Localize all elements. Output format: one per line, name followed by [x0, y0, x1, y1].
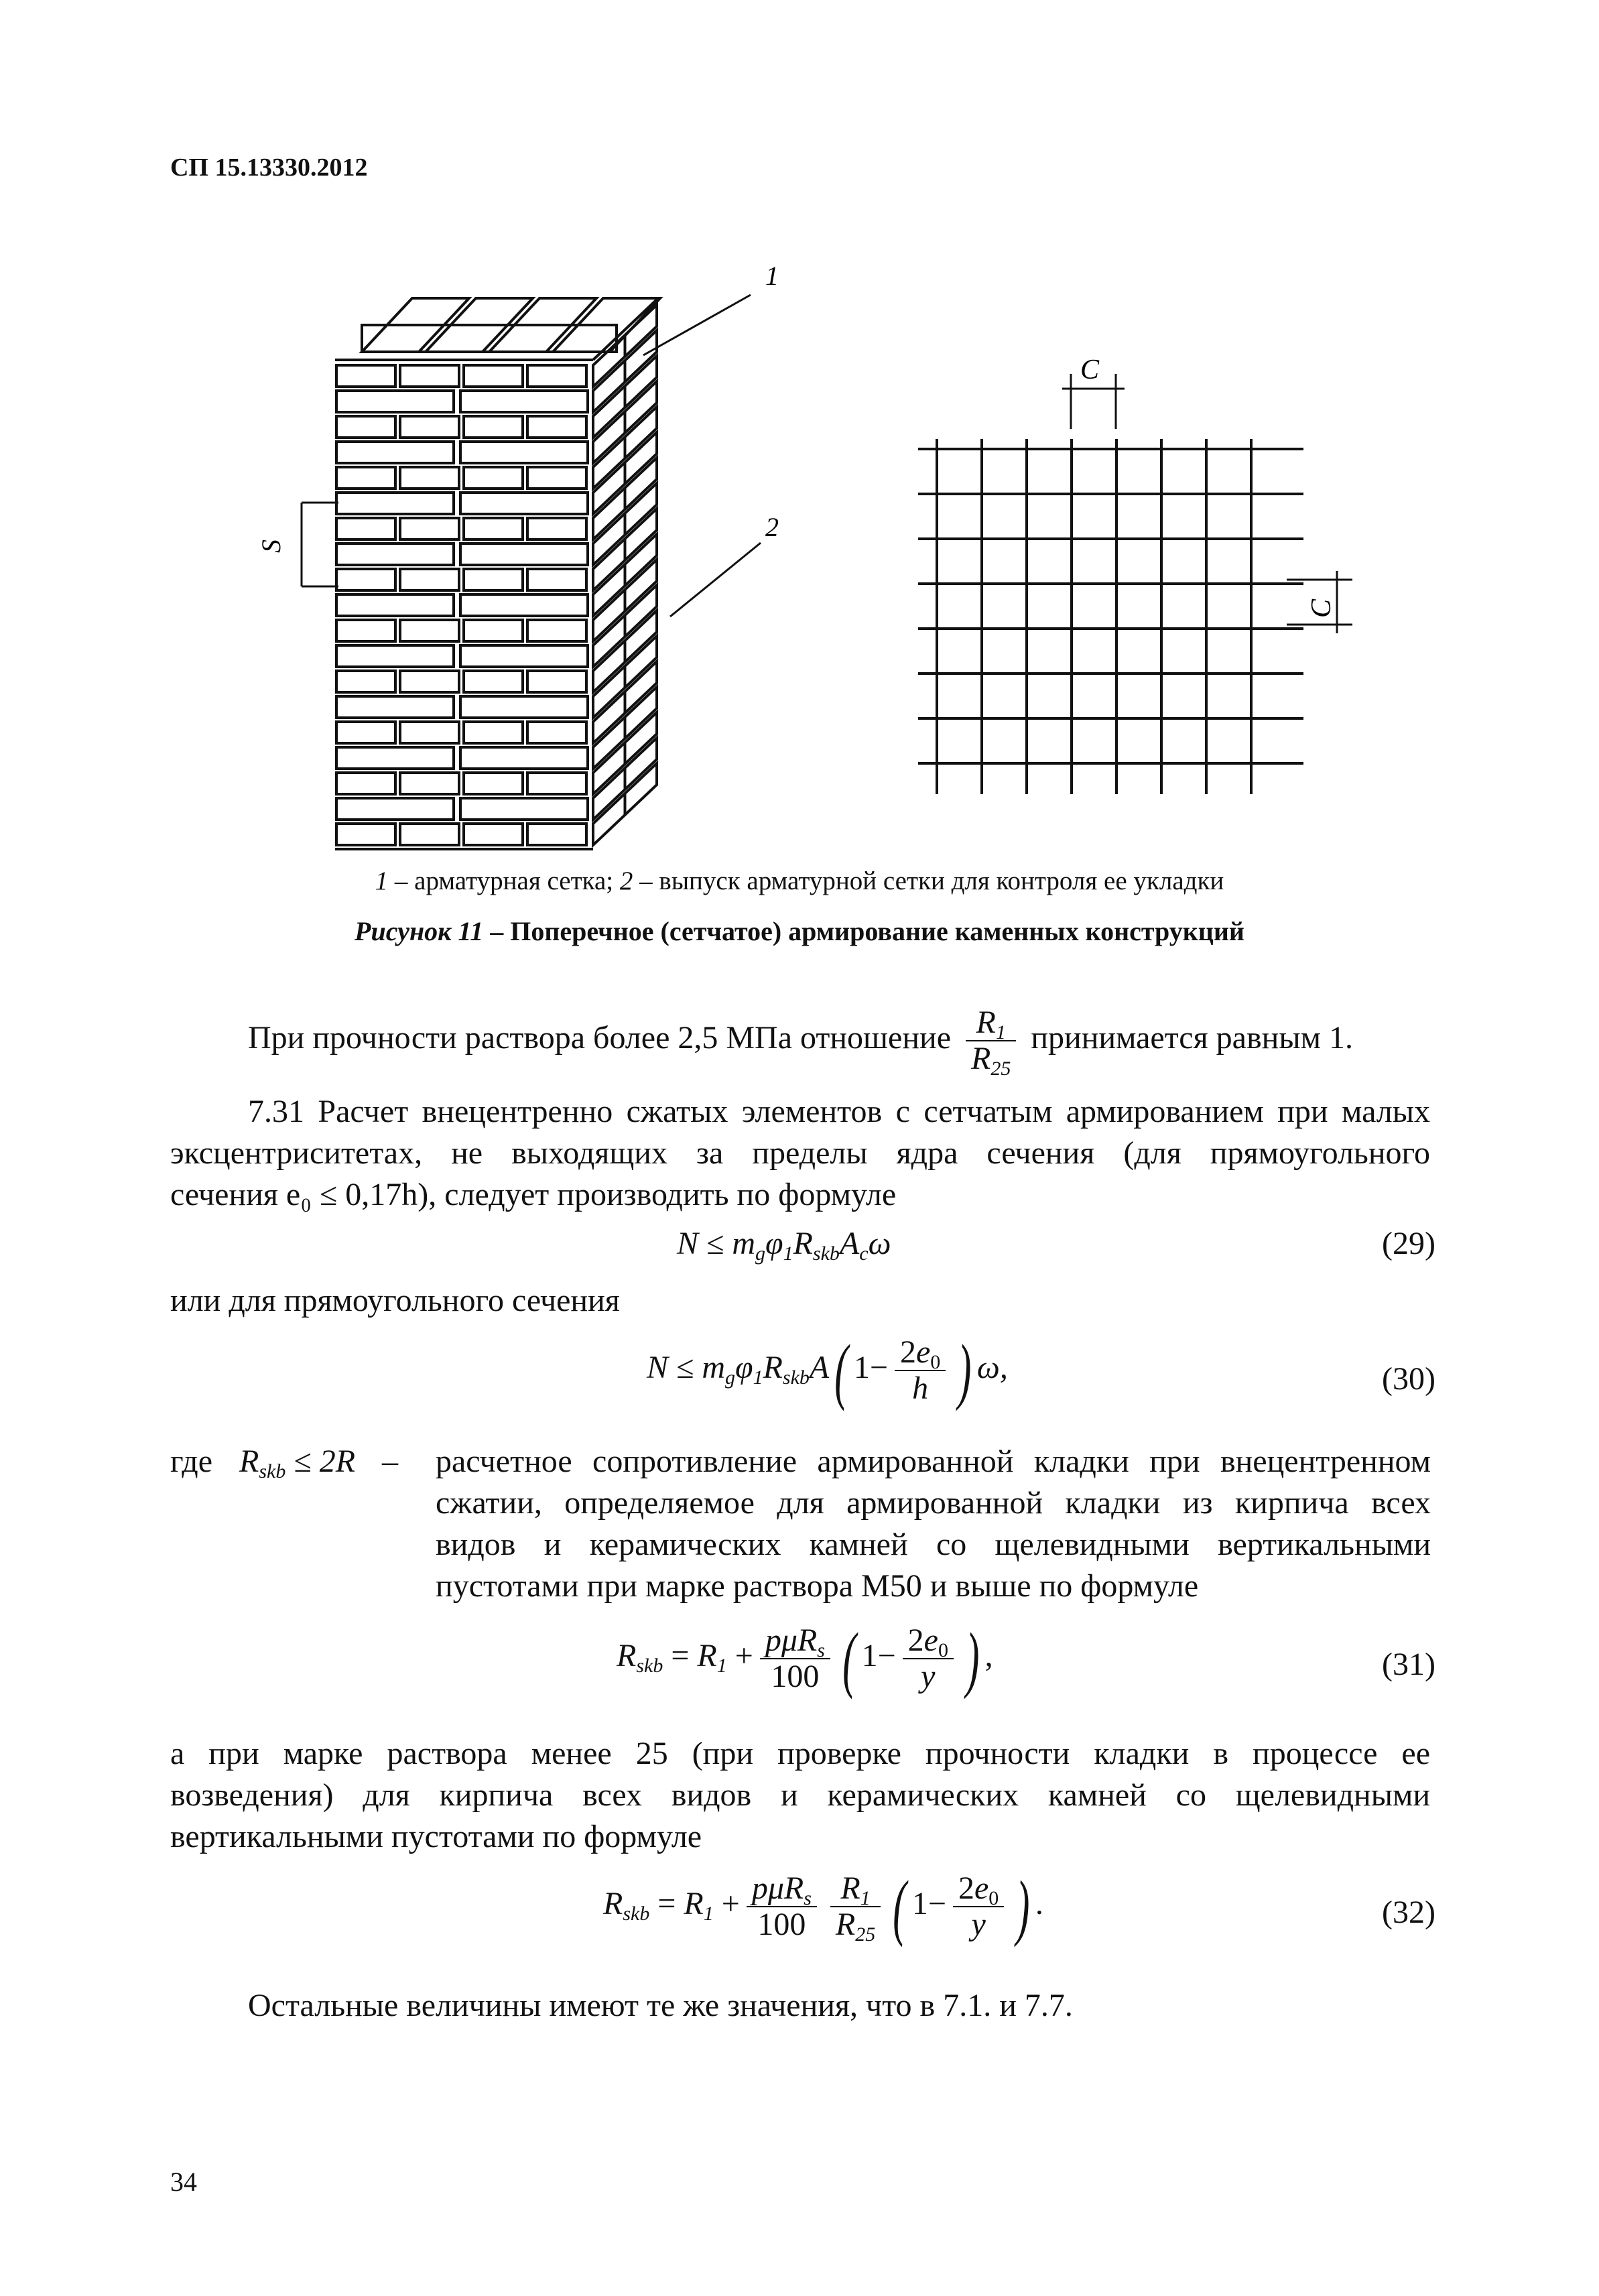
- brick-header: [464, 416, 523, 438]
- spacing-s-dimension: [302, 503, 338, 586]
- brick-header: [400, 416, 459, 438]
- label-c-side: C: [1306, 598, 1337, 618]
- brick-stretcher: [336, 544, 454, 565]
- brick-header: [464, 518, 523, 539]
- formula-29: $N \le m_g\varphi_1R_{skb}A_c\omega$: [677, 1226, 891, 1265]
- label-1: 1: [765, 261, 779, 291]
- brick-header: [464, 467, 523, 489]
- top-course: [362, 325, 617, 352]
- figure-caption: Рисунок 11 – Поперечное (сетчатое) армирование каменных конструкций: [355, 916, 1244, 946]
- formula-31: $R_{skb} = R_1$ + pμR$_s$ 100 ( 1− $\frac{2e_0}{y}$ ) ,: [617, 1618, 993, 1700]
- brick-header: [400, 824, 459, 845]
- brick-stretcher: [336, 442, 454, 463]
- where-label: где $R_{skb} \le 2R$ –: [170, 1444, 399, 1482]
- brick-header: [336, 722, 395, 743]
- brick-stretcher: [336, 747, 454, 769]
- figure-number: Рисунок 11: [355, 916, 484, 946]
- brick-stretcher: [460, 442, 588, 463]
- brick-stretcher: [460, 594, 588, 616]
- rect-section-text: или для прямоугольного сечения: [170, 1283, 620, 1318]
- brick-header: [400, 620, 459, 641]
- mesh-grid-drawing: [898, 348, 1367, 831]
- equation-number-32: (32): [1382, 1895, 1435, 1930]
- equation-number-29: (29): [1382, 1226, 1435, 1261]
- brick-header: [400, 722, 459, 743]
- brick-stretcher: [460, 696, 588, 718]
- formula-32: $R_{skb} = R_1$ + pμR$_s$ 100 $\frac{R_1}{R_{25}}$ ( 1− $\frac{2e_0}{y}$ ) .: [603, 1866, 1043, 1948]
- equation-number-31: (31): [1382, 1647, 1435, 1682]
- brick-header: [400, 467, 459, 489]
- brick-header: [400, 569, 459, 590]
- brick-header: [336, 518, 395, 539]
- brick-header: [464, 773, 523, 794]
- brick-stretcher: [460, 493, 588, 514]
- label-s: S: [256, 539, 286, 553]
- brick-header: [336, 773, 395, 794]
- ratio-r1-r25: $\frac{R_1}{R_{25}}$: [966, 1005, 1016, 1076]
- brick-stretcher: [336, 696, 454, 718]
- brick-stretcher: [460, 798, 588, 820]
- brick-stretcher: [460, 645, 588, 667]
- brick-header: [527, 620, 586, 641]
- brick-stretcher: [460, 391, 588, 412]
- brick-header: [527, 824, 586, 845]
- brick-header: [527, 416, 586, 438]
- leader-1: [643, 295, 751, 355]
- low-mortar-paragraph: а при марке раствора менее 25 (при проверке прочности кладки в процессе ее возведения) для кирпича всех видов и керамических камней со щелевидными вертикальными пустотами по формуле: [170, 1736, 1430, 1854]
- brick-stretcher: [460, 544, 588, 565]
- label-2: 2: [765, 512, 779, 542]
- brick-stretcher: [460, 747, 588, 769]
- formula-30: $N \le m_g\varphi_1R_{skb}A$( 1− $\frac{2e_0}{h}$ ) ω,: [647, 1330, 1008, 1411]
- brick-stretcher: [336, 391, 454, 412]
- brick-stretcher: [336, 645, 454, 667]
- brick-header: [527, 467, 586, 489]
- brick-header: [527, 773, 586, 794]
- brick-header: [527, 365, 586, 387]
- brick-header: [336, 671, 395, 692]
- brick-header: [336, 620, 395, 641]
- brick-header: [336, 824, 395, 845]
- brick-stretcher: [336, 798, 454, 820]
- brick-header: [400, 671, 459, 692]
- brick-header: [464, 620, 523, 641]
- rskb-definition: расчетное сопротивление армированной кладки при внецентренном сжатии, определяемое для армированной кладки из кирпича всех видов и керамических камней со щелевидными вертикальными пустотами при марке раствора М50 и выше по формуле: [436, 1444, 1431, 1604]
- brick-header: [400, 773, 459, 794]
- equation-number-30: (30): [1382, 1361, 1435, 1397]
- brick-header: [400, 518, 459, 539]
- document-code: СП 15.13330.2012: [170, 153, 368, 182]
- brick-header: [527, 671, 586, 692]
- section-7-31: 7.31 Расчет внецентренно сжатых элементов с сетчатым армированием при малых эксцентриситетах, не выходящих за пределы ядра сечения (для прямоугольного сечения e₀ ≤ 0,17h), следует производить по формуле: [170, 1094, 1430, 1212]
- brick-header: [464, 569, 523, 590]
- brick-column-drawing: [256, 201, 804, 858]
- brick-header: [336, 569, 395, 590]
- brick-header: [527, 518, 586, 539]
- brick-header: [527, 722, 586, 743]
- brick-stretcher: [336, 594, 454, 616]
- brick-header: [464, 824, 523, 845]
- brick-header: [464, 722, 523, 743]
- leader-2: [670, 543, 761, 617]
- brick-header: [400, 365, 459, 387]
- brick-header: [527, 569, 586, 590]
- brick-header: [336, 365, 395, 387]
- figure-legend: 1 – арматурная сетка; 2 – выпуск арматурной сетки для контроля ее укладки: [375, 867, 1224, 895]
- ratio-paragraph: При прочности раствора более 2,5 МПа отношение $\frac{R_1}{R_{25}}$ принимается равным 1.: [248, 1005, 1353, 1080]
- brick-stretcher: [336, 493, 454, 514]
- brick-header: [336, 416, 395, 438]
- label-c-top: C: [1080, 355, 1100, 385]
- closing-paragraph: Остальные величины имеют те же значения, что в 7.1. и 7.7.: [248, 1988, 1073, 2023]
- page-number: 34: [170, 2167, 197, 2197]
- brick-header: [464, 671, 523, 692]
- brick-header: [464, 365, 523, 387]
- brick-header: [336, 467, 395, 489]
